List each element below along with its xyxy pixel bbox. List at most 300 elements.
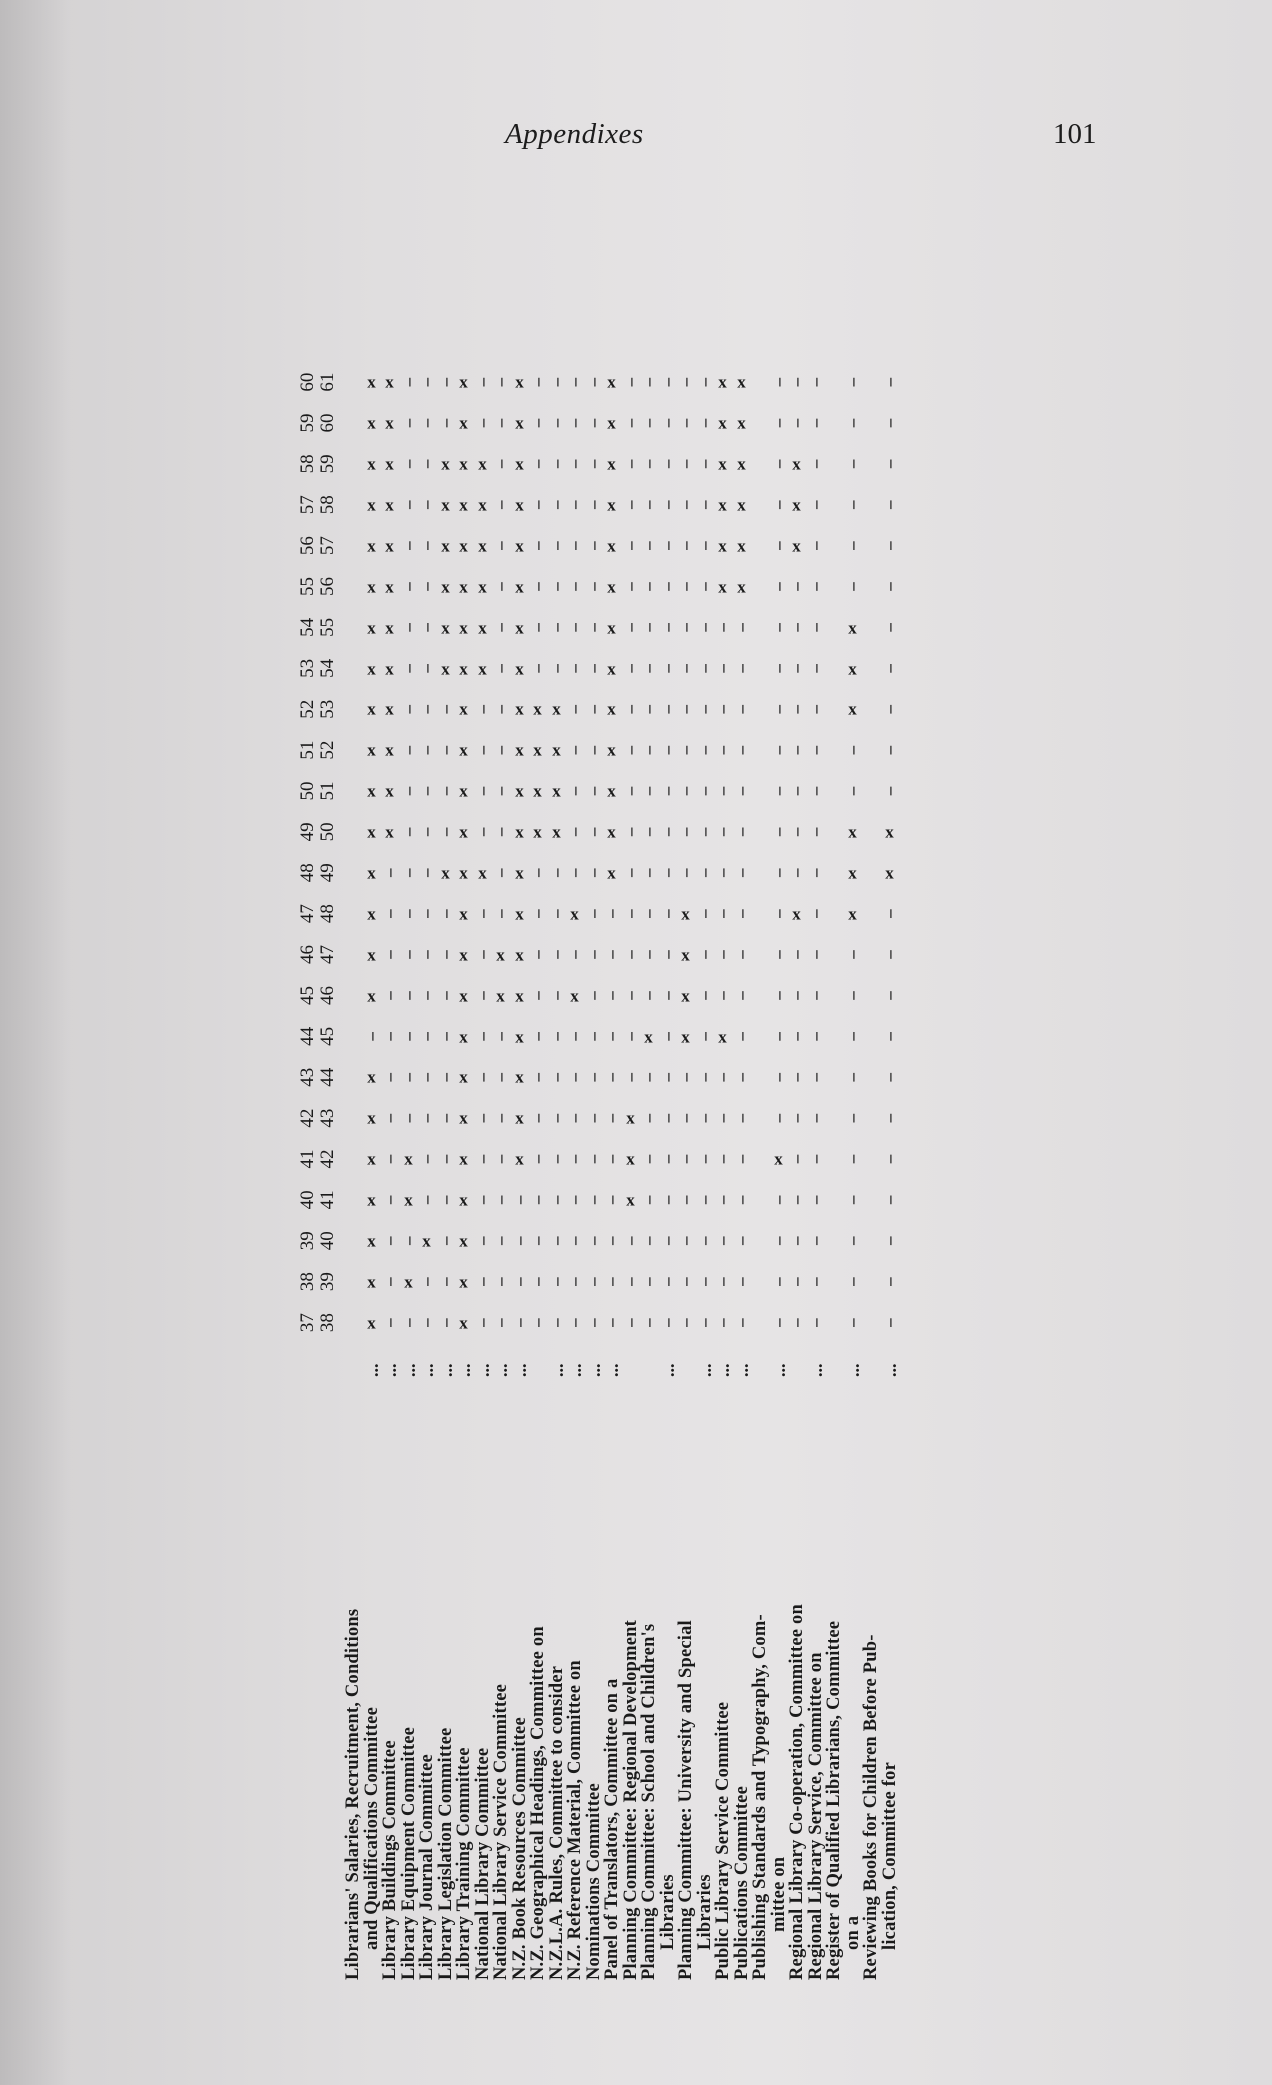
no-membership-dash (862, 607, 881, 648)
membership-mark (455, 852, 474, 893)
year-header (292, 1057, 344, 1098)
membership-mark (363, 893, 382, 934)
membership-mark (548, 730, 567, 771)
no-membership-dash: – (491, 623, 510, 632)
no-membership-dash: – (528, 459, 547, 469)
x-mark: x (681, 945, 690, 965)
no-membership-dash (751, 1220, 770, 1261)
no-membership-dash (825, 566, 844, 607)
no-membership-dash: – (417, 909, 436, 918)
x-mark: x (607, 617, 616, 637)
no-membership-dash: – (472, 745, 492, 755)
no-membership-dash: – (546, 1236, 566, 1246)
no-membership-dash: – (620, 1236, 640, 1246)
membership-mark (455, 443, 474, 484)
leader-dots (344, 1343, 363, 1377)
no-membership-dash: – (768, 950, 788, 959)
no-membership-dash: – (731, 623, 751, 632)
no-membership-dash: – (657, 582, 677, 591)
x-mark: x (847, 904, 857, 924)
membership-mark (437, 525, 456, 566)
membership-mark (455, 1016, 474, 1057)
no-membership-dash: – (787, 623, 806, 632)
membership-mark (363, 1057, 382, 1098)
no-membership-dash: – (491, 745, 510, 755)
membership-mark (455, 1057, 474, 1098)
no-membership-dash (751, 1302, 770, 1343)
no-membership-dash: – (380, 868, 399, 878)
leader-dots: ... (842, 1363, 863, 1377)
no-membership-dash: – (805, 1113, 825, 1123)
no-membership-dash: – (694, 827, 714, 837)
x-mark: x (792, 904, 801, 924)
no-membership-dash: – (787, 1236, 806, 1246)
x-mark: x (422, 1231, 431, 1251)
no-membership-dash: – (676, 786, 695, 796)
membership-mark (363, 607, 382, 648)
membership-mark (455, 1098, 474, 1139)
membership-mark (363, 1302, 382, 1343)
committee-name: and Qualifications Committee (361, 1706, 382, 1950)
no-membership-dash (862, 1098, 881, 1139)
committee-name: Nominations Committee (583, 1783, 604, 1980)
no-membership-dash (344, 484, 363, 525)
membership-mark (511, 934, 530, 975)
no-membership-dash: – (787, 1113, 806, 1123)
x-mark: x (366, 617, 376, 637)
year-end: 52 (317, 740, 339, 760)
year-end: 59 (317, 454, 339, 474)
no-membership-dash: – (602, 909, 621, 918)
x-mark: x (366, 372, 376, 392)
x-mark: x (477, 577, 487, 597)
year-end: 58 (317, 495, 339, 515)
no-membership-dash (344, 1220, 363, 1261)
no-membership-dash: – (565, 1277, 584, 1286)
membership-mark (529, 811, 548, 852)
no-membership-dash: – (787, 1032, 806, 1041)
no-membership-dash: – (565, 377, 584, 387)
no-membership-dash: – (768, 1072, 788, 1082)
membership-mark (437, 484, 456, 525)
no-membership-dash: – (879, 418, 899, 428)
membership-mark (529, 771, 548, 812)
x-mark: x (403, 1190, 413, 1210)
x-mark: x (477, 536, 487, 556)
membership-mark (511, 689, 530, 730)
table-row (492, 362, 511, 1980)
no-membership-dash (344, 403, 363, 444)
no-membership-dash (344, 1139, 363, 1180)
no-membership-dash (825, 934, 844, 975)
no-membership-dash: – (805, 1195, 825, 1205)
no-membership-dash (825, 1302, 844, 1343)
no-membership-dash: – (583, 500, 603, 509)
x-mark: x (681, 985, 690, 1005)
no-membership-dash: – (565, 704, 584, 714)
membership-mark (714, 403, 733, 444)
no-membership-dash: – (509, 1318, 529, 1327)
no-membership-dash: – (639, 1113, 658, 1123)
no-membership-dash: – (491, 1072, 510, 1082)
no-membership-dash: – (565, 786, 584, 796)
committee-name: mittee on (768, 1856, 789, 1932)
x-mark: x (514, 658, 524, 678)
no-membership-dash: – (472, 827, 492, 837)
no-membership-dash: – (435, 1154, 455, 1164)
no-membership-dash: – (694, 1195, 714, 1205)
no-membership-dash: – (805, 623, 825, 632)
x-mark: x (514, 1067, 524, 1087)
no-membership-dash: – (546, 1277, 566, 1286)
leader-dots: ... (583, 1363, 604, 1377)
membership-mark (400, 1139, 419, 1180)
x-mark: x (514, 536, 524, 556)
no-membership-dash: – (602, 1072, 621, 1082)
no-membership-dash: – (565, 1154, 584, 1164)
x-mark: x (625, 1149, 635, 1169)
no-membership-dash (862, 1179, 881, 1220)
no-membership-dash (344, 1302, 363, 1343)
no-membership-dash: – (491, 1113, 510, 1123)
no-membership-dash (751, 1057, 770, 1098)
no-membership-dash: – (602, 1236, 621, 1246)
no-membership-dash: – (713, 1277, 732, 1286)
x-mark: x (607, 781, 616, 801)
no-membership-dash: – (491, 868, 510, 878)
x-mark: x (403, 1149, 413, 1169)
no-membership-dash: – (398, 582, 418, 591)
no-membership-dash (862, 1016, 881, 1057)
x-mark: x (514, 863, 524, 883)
membership-mark (381, 362, 400, 403)
x-mark: x (403, 1272, 413, 1292)
no-membership-dash: – (620, 786, 640, 796)
x-mark: x (514, 1149, 524, 1169)
committee-name: Publications Committee (731, 1786, 752, 1980)
membership-mark (714, 362, 733, 403)
membership-mark (511, 525, 530, 566)
committee-name: Libraries (657, 1874, 678, 1950)
no-membership-dash: – (491, 1195, 510, 1205)
membership-mark (363, 525, 382, 566)
x-mark: x (607, 658, 616, 678)
no-membership-dash (344, 362, 363, 403)
year-header (292, 403, 344, 444)
membership-mark (455, 934, 474, 975)
committee-name: Panel of Translators, Committee on a (602, 1678, 622, 1980)
committee-name: Library Equipment Committee (398, 1726, 419, 1980)
year-end: 55 (317, 617, 339, 637)
x-mark: x (459, 617, 468, 637)
membership-mark (511, 1098, 530, 1139)
year-start: 50 (297, 781, 319, 801)
no-membership-dash: – (731, 827, 751, 837)
x-mark: x (718, 495, 727, 515)
membership-mark (381, 648, 400, 689)
x-mark: x (366, 1313, 376, 1333)
membership-mark (437, 443, 456, 484)
no-membership-dash: – (491, 909, 510, 918)
no-membership-dash: – (768, 664, 788, 673)
no-membership-dash: – (398, 868, 418, 878)
membership-mark (844, 893, 863, 934)
x-mark: x (514, 699, 524, 719)
table-row (714, 362, 733, 1980)
no-membership-dash (751, 934, 770, 975)
no-membership-dash: – (472, 1318, 492, 1327)
x-mark: x (440, 454, 450, 474)
no-membership-dash: – (731, 1032, 751, 1041)
no-membership-dash: – (602, 1318, 621, 1327)
x-mark: x (736, 413, 746, 433)
x-mark: x (773, 1149, 783, 1169)
no-membership-dash (751, 362, 770, 403)
no-membership-dash: – (546, 418, 566, 428)
no-membership-dash: – (546, 1032, 566, 1041)
x-mark: x (385, 536, 394, 556)
no-membership-dash: – (528, 664, 547, 673)
no-membership-dash: – (713, 1072, 732, 1082)
no-membership-dash: – (676, 1072, 695, 1082)
x-mark: x (736, 454, 746, 474)
no-membership-dash: – (713, 1154, 732, 1164)
table-row (825, 362, 844, 1980)
no-membership-dash: – (398, 623, 418, 632)
no-membership-dash: – (565, 500, 584, 509)
no-membership-dash: – (657, 1236, 677, 1246)
no-membership-dash: – (417, 500, 436, 509)
year-end: 57 (317, 536, 339, 556)
no-membership-dash: – (694, 1154, 714, 1164)
no-membership-dash: – (417, 418, 436, 428)
membership-mark (400, 1261, 419, 1302)
x-mark: x (366, 1149, 376, 1169)
no-membership-dash: – (787, 950, 806, 959)
year-start: 51 (297, 740, 319, 760)
x-mark: x (607, 699, 616, 719)
table-row (474, 362, 493, 1980)
no-membership-dash: – (546, 664, 566, 673)
no-membership-dash: – (620, 1032, 640, 1041)
x-mark: x (385, 699, 394, 719)
committee-membership-table (292, 362, 899, 1980)
membership-mark (733, 484, 752, 525)
year-header (292, 771, 344, 812)
no-membership-dash: – (842, 1032, 862, 1041)
no-membership-dash: – (879, 950, 899, 959)
no-membership-dash: – (694, 459, 714, 469)
no-membership-dash: – (639, 1195, 658, 1205)
no-membership-dash: – (546, 582, 566, 591)
no-membership-dash: – (491, 1154, 510, 1164)
no-membership-dash (751, 1179, 770, 1220)
no-membership-dash: – (639, 664, 658, 673)
leader-dots (788, 1343, 807, 1377)
no-membership-dash: – (657, 991, 677, 1000)
year-end: 42 (317, 1149, 339, 1169)
no-membership-dash: – (805, 1032, 825, 1041)
no-membership-dash: – (417, 1318, 436, 1327)
membership-mark (455, 1302, 474, 1343)
membership-mark (603, 607, 622, 648)
no-membership-dash: – (768, 459, 788, 469)
year-start: 59 (297, 413, 319, 433)
membership-mark (548, 811, 567, 852)
no-membership-dash: – (713, 868, 732, 878)
no-membership-dash: – (472, 1032, 492, 1041)
membership-mark (455, 730, 474, 771)
no-membership-dash: – (657, 1318, 677, 1327)
membership-mark (640, 1016, 659, 1057)
committee-name: N.Z. Reference Material, Committee on (565, 1660, 585, 1980)
year-header (292, 607, 344, 648)
membership-mark (603, 362, 622, 403)
no-membership-dash: – (380, 1113, 399, 1123)
no-membership-dash: – (583, 1318, 603, 1327)
no-membership-dash: – (879, 1032, 899, 1041)
committee-name: N.Z. Geographical Headings, Committee on (528, 1626, 548, 1980)
year-header (292, 1302, 344, 1343)
no-membership-dash (825, 852, 844, 893)
x-mark: x (533, 781, 542, 801)
x-mark: x (477, 658, 487, 678)
no-membership-dash: – (805, 500, 825, 509)
no-membership-dash: – (879, 1318, 899, 1327)
no-membership-dash: – (657, 827, 677, 837)
membership-mark (455, 1179, 474, 1220)
x-mark: x (718, 413, 727, 433)
no-membership-dash: – (713, 950, 732, 959)
x-mark: x (366, 740, 376, 760)
no-membership-dash: – (731, 1277, 751, 1286)
committee-name: Libraries (694, 1874, 715, 1950)
membership-mark (548, 689, 567, 730)
no-membership-dash: – (546, 868, 566, 878)
x-mark: x (385, 577, 394, 597)
committee-name: Publishing Standards and Typography, Com- (750, 1614, 770, 1980)
no-membership-dash: – (676, 704, 695, 714)
no-membership-dash: – (842, 745, 862, 755)
no-membership-dash (825, 1098, 844, 1139)
no-membership-dash: – (787, 1318, 806, 1327)
x-mark: x (459, 372, 468, 392)
x-mark: x (459, 1313, 468, 1333)
no-membership-dash (862, 771, 881, 812)
no-membership-dash (862, 403, 881, 444)
no-membership-dash: – (417, 582, 436, 591)
no-membership-dash: – (398, 745, 418, 755)
no-membership-dash: – (602, 950, 621, 959)
no-membership-dash: – (528, 1154, 547, 1164)
membership-mark (455, 893, 474, 934)
no-membership-dash: – (435, 745, 455, 755)
membership-mark (733, 566, 752, 607)
no-membership-dash: – (417, 1195, 436, 1205)
no-membership-dash: – (787, 1072, 806, 1082)
membership-mark (603, 771, 622, 812)
no-membership-dash (862, 1057, 881, 1098)
no-membership-dash: – (398, 1113, 418, 1123)
committee-name: Public Library Service Committee (713, 1701, 733, 1980)
no-membership-dash: – (713, 827, 732, 837)
no-membership-dash: – (694, 786, 714, 796)
x-mark: x (459, 1149, 468, 1169)
membership-mark (437, 607, 456, 648)
x-mark: x (718, 577, 727, 597)
table-row (603, 362, 622, 1980)
no-membership-dash: – (879, 1277, 899, 1286)
no-membership-dash: – (676, 1113, 695, 1123)
year-start: 44 (297, 1026, 319, 1046)
no-membership-dash: – (768, 541, 788, 550)
no-membership-dash: – (879, 1113, 899, 1123)
membership-mark (363, 934, 382, 975)
x-mark: x (477, 454, 487, 474)
x-mark: x (366, 904, 376, 924)
no-membership-dash: – (620, 541, 640, 550)
no-membership-dash: – (694, 1277, 714, 1286)
no-membership-dash (862, 443, 881, 484)
year-header (292, 730, 344, 771)
no-membership-dash: – (657, 500, 677, 509)
x-mark: x (570, 904, 579, 924)
x-mark: x (718, 372, 727, 392)
no-membership-dash: – (805, 664, 825, 673)
x-mark: x (459, 1190, 468, 1210)
no-membership-dash: – (731, 1195, 751, 1205)
no-membership-dash: – (768, 1277, 788, 1286)
x-mark: x (551, 740, 561, 760)
no-membership-dash: – (583, 1113, 603, 1123)
year-header (292, 893, 344, 934)
x-mark: x (847, 699, 857, 719)
no-membership-dash: – (435, 950, 455, 959)
x-mark: x (440, 536, 450, 556)
table-row (733, 362, 752, 1980)
no-membership-dash: – (620, 1277, 640, 1286)
leader-dots (825, 1343, 844, 1377)
membership-mark (603, 689, 622, 730)
no-membership-dash: – (380, 909, 399, 918)
no-membership-dash: – (398, 909, 418, 918)
year-end: 43 (317, 1108, 339, 1128)
membership-mark (400, 1179, 419, 1220)
no-membership-dash: – (639, 459, 658, 469)
no-membership-dash: – (639, 745, 658, 755)
no-membership-dash: – (879, 1154, 899, 1164)
x-mark: x (459, 740, 468, 760)
no-membership-dash: – (565, 1318, 584, 1327)
no-membership-dash: – (528, 1277, 547, 1286)
no-membership-dash: – (787, 745, 806, 755)
year-end: 54 (317, 658, 339, 678)
year-start: 45 (297, 985, 319, 1005)
x-mark: x (366, 822, 376, 842)
no-membership-dash: – (805, 991, 825, 1000)
no-membership-dash: – (676, 459, 695, 469)
year-start: 60 (297, 372, 319, 392)
no-membership-dash: – (731, 991, 751, 1000)
no-membership-dash: – (805, 582, 825, 591)
table-row (844, 362, 863, 1980)
no-membership-dash: – (676, 1236, 695, 1246)
no-membership-dash: – (694, 582, 714, 591)
membership-mark (511, 1139, 530, 1180)
no-membership-dash: – (417, 745, 436, 755)
no-membership-dash: – (602, 1113, 621, 1123)
no-membership-dash: – (435, 704, 455, 714)
